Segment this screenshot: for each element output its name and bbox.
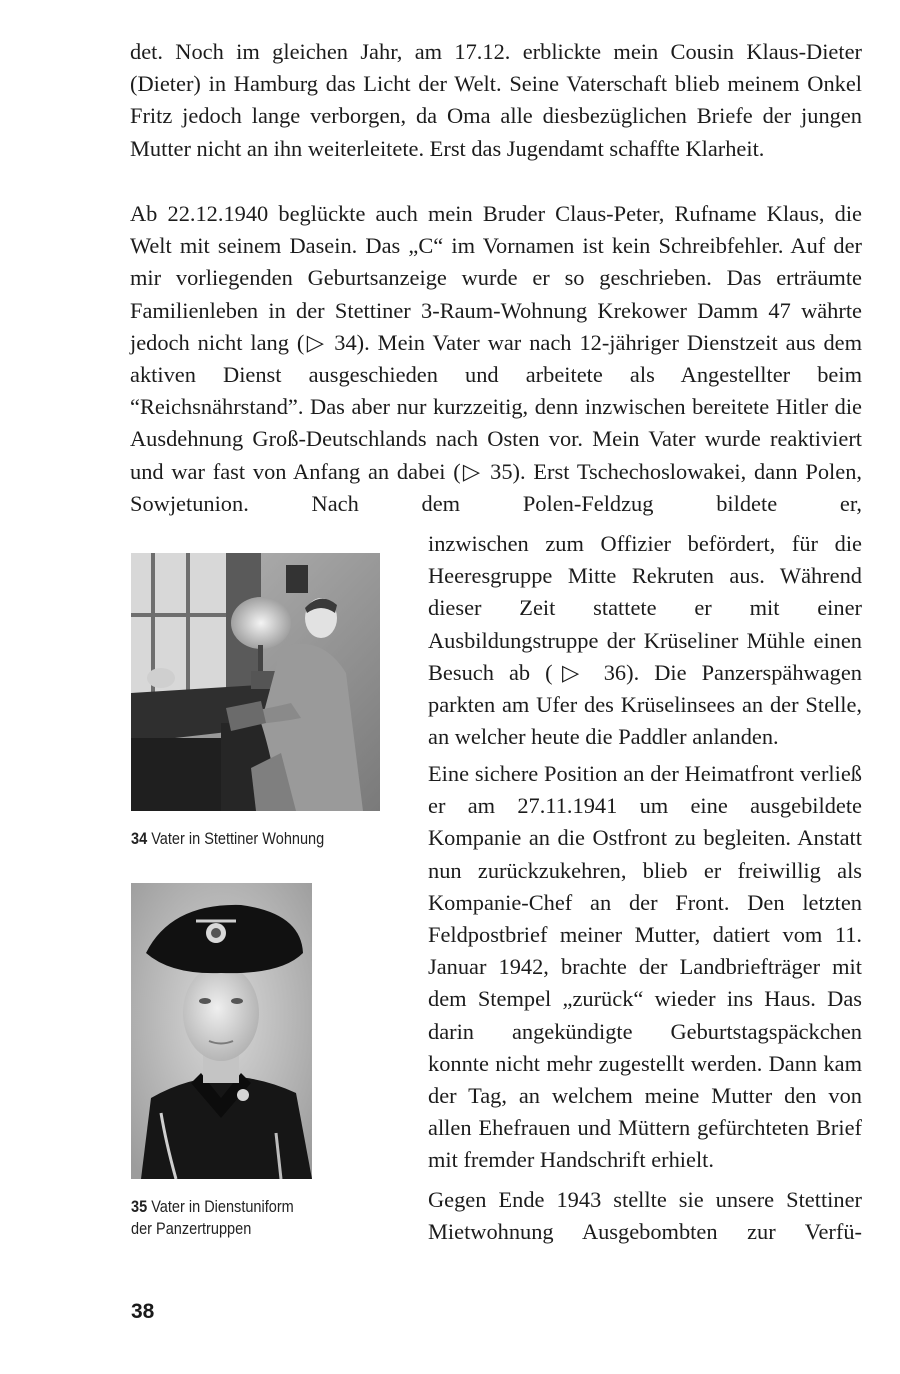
caption-figure-34 bbox=[131, 828, 324, 850]
paragraph-1: det. Noch im gleichen Jahr, am 17.12. erblickte mein Cousin Klaus-Dieter (Dieter) in Hamburg das Licht der Welt. Seine Vaterschaft blieb meinem Onkel Fritz jedoch lange verborgen, da Oma alle diesbezüglichen Briefe der jungen Mutter nicht an ihn weiterleitete. Erst das Jugendamt schaffte Klarheit. bbox=[130, 39, 862, 161]
figure-34-caption: Vater in Stettiner Wohnung bbox=[151, 830, 325, 848]
photo-father-uniform-image bbox=[131, 883, 312, 1179]
paragraph-2-continued: inzwischen zum Offizier befördert, für die Heeresgruppe Mitte Rekruten aus. Während dieser Zeit stattete er mit einer Ausbildungstruppe der Krüseliner Mühle einen Besuch ab (▷ 36). Die Panzerspähwagen parkten am Ufer des Krüselinsees an der Stelle, an welcher heute die Paddler anlanden. bbox=[428, 531, 862, 750]
photo-father-reading bbox=[131, 553, 380, 811]
paragraph-3: Eine sichere Position an der Heimatfront verließ er am 27.11.1941 um eine ausgebildete Kompanie an die Ostfront zu begleiten. Anstatt nun zurückzukehren, blieb er freiwillig als Kompanie-Chef an der Front. Den letzten Feldpostbrief meiner Mutter, datiert vom 11. Januar 1942, brachte der Landbriefträger mit dem Stempel „zurück“ wieder ins Haus. Das darin angekündigte Geburtstagspäckchen konnte nicht mehr zugestellt werden. Dann kam der Tag, an welchem meine Mutter den von allen Ehefrauen und Müttern gefürchteten Brief mit fremder Handschrift erhielt. bbox=[428, 761, 862, 1173]
figure-35-number: 35 bbox=[131, 1198, 148, 1216]
paragraph-2: Ab 22.12.1940 beglückte auch mein Bruder Claus-Peter, Rufname Klaus, die Welt mit seinem Dasein. Das „C“ im Vornamen ist kein Schreibfehler. Auf der mir vorliegenden Geburtsanzeige wurde er so geschrieben. Das erträumte Familienleben in der Stettiner 3-Raum-Wohnung Krekower Damm 47 währte jedoch nicht lang (▷ 34). Mein Vater war nach 12-jähriger Dienstzeit aus dem aktiven Dienst ausgeschieden und arbeitete als Angestellter beim “Reichsnährstand”. Das aber nur kurzzeitig, denn inzwischen bereitete Hitler die Ausdehnung Groß-Deutschlands nach Osten vor. Mein Vater wurde reaktiviert und war fast von Anfang an dabei (▷ 35). Erst Tschechoslowakei, dann Polen, Sowjetunion. Nach dem Polen-Feldzug bildete er, bbox=[130, 201, 862, 516]
photo-father-uniform bbox=[131, 883, 312, 1179]
paragraph-4: Gegen Ende 1943 stellte sie unsere Stettiner Mietwohnung Ausgebombten zur Verfü- bbox=[428, 1187, 862, 1245]
page-number: 38 bbox=[131, 1300, 155, 1323]
figure-35-caption-line-2: der Panzertruppen bbox=[131, 1220, 252, 1238]
figure-35-caption-line-1 bbox=[131, 1196, 294, 1218]
figure-35-caption-text-1: Vater in Dienstuniform bbox=[151, 1198, 294, 1216]
figure-34-number: 34 bbox=[131, 830, 148, 848]
photo-father-reading-image bbox=[131, 553, 380, 811]
caption-figure-35 bbox=[131, 1196, 294, 1240]
